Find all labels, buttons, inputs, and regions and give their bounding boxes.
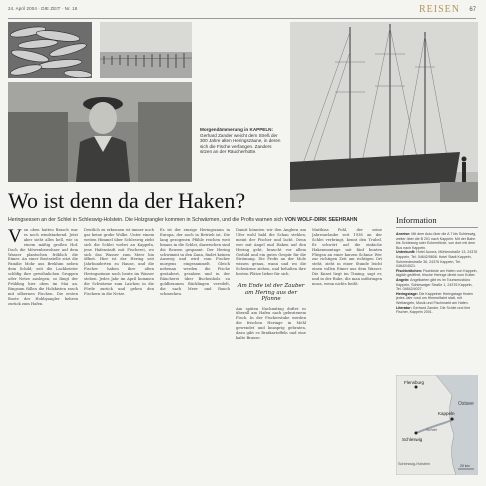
map-scale: 20 km: [460, 464, 470, 468]
info-label-accommodation: Unterkunft:: [396, 250, 416, 255]
info-literature-text: Gerhard Zander, Die Schlei und ihre Fischer, Kappeln 2001.: [396, 305, 471, 315]
author-byline: VON WOLF-DIRK SEEHRAHN: [284, 217, 358, 223]
herring-photo: [8, 22, 92, 78]
article-column-3: Es ist der einzige Heringszaun in Europa, der noch in Betrieb ist. Die lang gezogenen Pfähle reichen weit hinaus in die Schlei, dazwischen sind die Reusen gespannt. Der Hering schwimmt in den Zaun, findet keinen Ausweg und wird vom Fischer morgens eingesammelt. Gleich nebenan werden die Fische gesäubert, gesalzen und in der Räucherei über Buchenholz zu goldbraunen Bücklingen veredelt, die nach Meer und Rauch schmecken.: [160, 228, 230, 296]
section-title: REISEN: [419, 4, 460, 15]
info-title: Information: [396, 215, 478, 228]
map-label-region: Schleswig-Holstein: [398, 462, 431, 466]
subheadline-text: Heringsessen an der Schlei in Schleswig-Holstein. Die Holzgrangler kommen in Schwärmen, und die Profis warnen sich: [8, 217, 285, 223]
article-column-5: Matthias Pohl, der seine Jahresurlaube seit 1938 an der Schlei verbringt, kennt den Trubel. Er schwört auf die einfache Hakenmontage mit fünf bunten Fliegen an einer kurzen Schnur. Wer zur richtigen Zeit am richtigen Ort steht, zieht in einer Stunde leicht einen vollen Eimer aus dem Wasser. Die Kunst liegt im Timing, sagt er, und in der Ruhe, die man mitbringen muss, wenn nichts beißt.: [312, 228, 382, 286]
herring-fence-photo: [100, 22, 192, 78]
info-accommodation-text: Hotel Aurora, Mühlenstraße 13, 24376 Kappeln, Tel. 04642/9808. Hotel Stadt Kappeln, Schmiedestraße 36, 24376 Kappeln, Tel. 04642/4021.: [396, 250, 478, 269]
info-arrival-text: Mit dem Auto über die A 7 bis Schleswig, weiter über die B 201 nach Kappeln. Mit der Bahn bis Schleswig oder Eckernförde, von dort mit dem Bus nach Kappeln.: [396, 232, 477, 250]
kappeln-marker: [451, 418, 454, 421]
column-1-text: on oben hatten Brasch war es noch windstarkend. Jetzt aber sieht alles hell, wie in einem mäßig großen Hof. Doch die Möwenbewohner auf dem Wasser plantschen fröhlich die Eimer. An einer Bootsstelle sitzt die Familie Mohr aus Breklum neben dem Schild; seit die Lachbrieter schlifig ihre gewöhnlichen Gruppen oder Netze auslegen, so fängt der Frühling hier oben im Mai an. Ringsum füllen die Holzkisten rasch mit silbernen Fischen. Die ersten Boote der Hobbyangler kehren zurück zum Hafen.: [8, 228, 78, 306]
info-label-herring-days: Heringstage:: [396, 291, 418, 296]
article-column-1: [8, 228, 78, 478]
info-box: [396, 215, 478, 477]
article-column-2: Deutlich zu erkennen ist immer noch gar keine grobe Wolke. Unter einem weiten Himmel über Schleswig zieht sich die Schlei vorbei an Kappeln, jene Hafenstadt mit Fischerei, wo sich das Wasser zum Meer hin öffnet. Hier ist der Hering seit Jahrhunderten zu Hause, und die Fischer haben ihre alten Heringszäune noch heute im Wasser stehen. Jedes Jahr im April kommen die Schwärme zum Laichen in die Förde zurück und gehen den Fischern in die Netze.: [84, 228, 154, 296]
article-headline: Wo ist denn da der Haken?: [8, 188, 246, 213]
info-label-angling: Angeln:: [396, 277, 410, 282]
caption-text: Gerhard Zander weicht dem Streß der 300 Jahre alten Heringszäune, in deren sich die Fische verfangen. Zanders sitzen an der Räucherhütte.: [200, 132, 281, 155]
map-label-sea: Ostsee: [458, 401, 474, 407]
flensburg-marker: [415, 386, 418, 389]
fisherman-portrait-photo: [8, 82, 192, 182]
info-text: [396, 232, 478, 315]
article-column-4: [236, 228, 306, 478]
map-label-schleswig: Schleswig: [402, 437, 423, 442]
column-4b-text: Am späten Nachmittag duftet es überall am Hafen nach gebratenem Fisch. In der Fischerstube werden die frischen Heringe in Mehl gewendet und knusprig gebraten, dazu gibt es Bratkartoffeln und eine kalte Brause.: [236, 306, 306, 340]
region-map: [396, 375, 478, 475]
photo-caption: [200, 127, 284, 155]
info-label-literature: Literatur:: [396, 305, 412, 310]
dropcap: V: [8, 228, 22, 247]
info-fish-rolls-text: Fischkiste am Hafen von Kappeln, täglich geöffnet, frische Heringe direkt vom Kutter.: [396, 268, 478, 278]
info-herring-days-text: Die Kappelner Heringstage finden jedes Jahr rund um Himmelfahrt statt, mit Wettangeln, Musik und Fischmarkt am Hafen.: [396, 291, 473, 305]
page-number: 67: [469, 7, 476, 13]
caption-title: Morgendämmerung in KAPPELN:: [200, 127, 273, 132]
article-subheadline: [8, 217, 357, 223]
header-rule: [8, 18, 476, 19]
map-label-flensburg: Flensburg: [404, 380, 425, 385]
info-angling-text: Angelkarten gibt es im Tourismusbüro Kappeln, Schleswiger Straße 1, 24376 Kappeln, Tel. 04642/4027.: [396, 277, 473, 292]
info-label-arrival: Anreise:: [396, 232, 411, 236]
issue-date-line: 24. April 2004 · DIE ZEIT · Nr. 18: [8, 6, 78, 11]
article-body: [8, 228, 384, 478]
article-interhead: Am Ende ist der Zauber am Hering aus der Pfanne: [237, 283, 305, 303]
map-label-kappeln: Kappeln: [438, 411, 455, 416]
column-4-text: Damit könnten wir den Anglern am Ufer wohl bald die Schau stehlen, meint der Fischer und lacht. Denn wer mit Angel und Haken auf den Hering geht, braucht vor allem Geduld und ein gutes Gespür für die Strömung. Die Profis an der Mole wissen genau, wann und wo die Schwärme ziehen, und behalten ihre besten Plätze lieber für sich.: [236, 228, 306, 277]
map-label-river: Schlei: [426, 427, 437, 432]
info-label-fish-rolls: Fischbrötchen:: [396, 268, 422, 273]
sailing-ship-photo: [290, 22, 478, 202]
schleswig-marker: [415, 432, 418, 435]
